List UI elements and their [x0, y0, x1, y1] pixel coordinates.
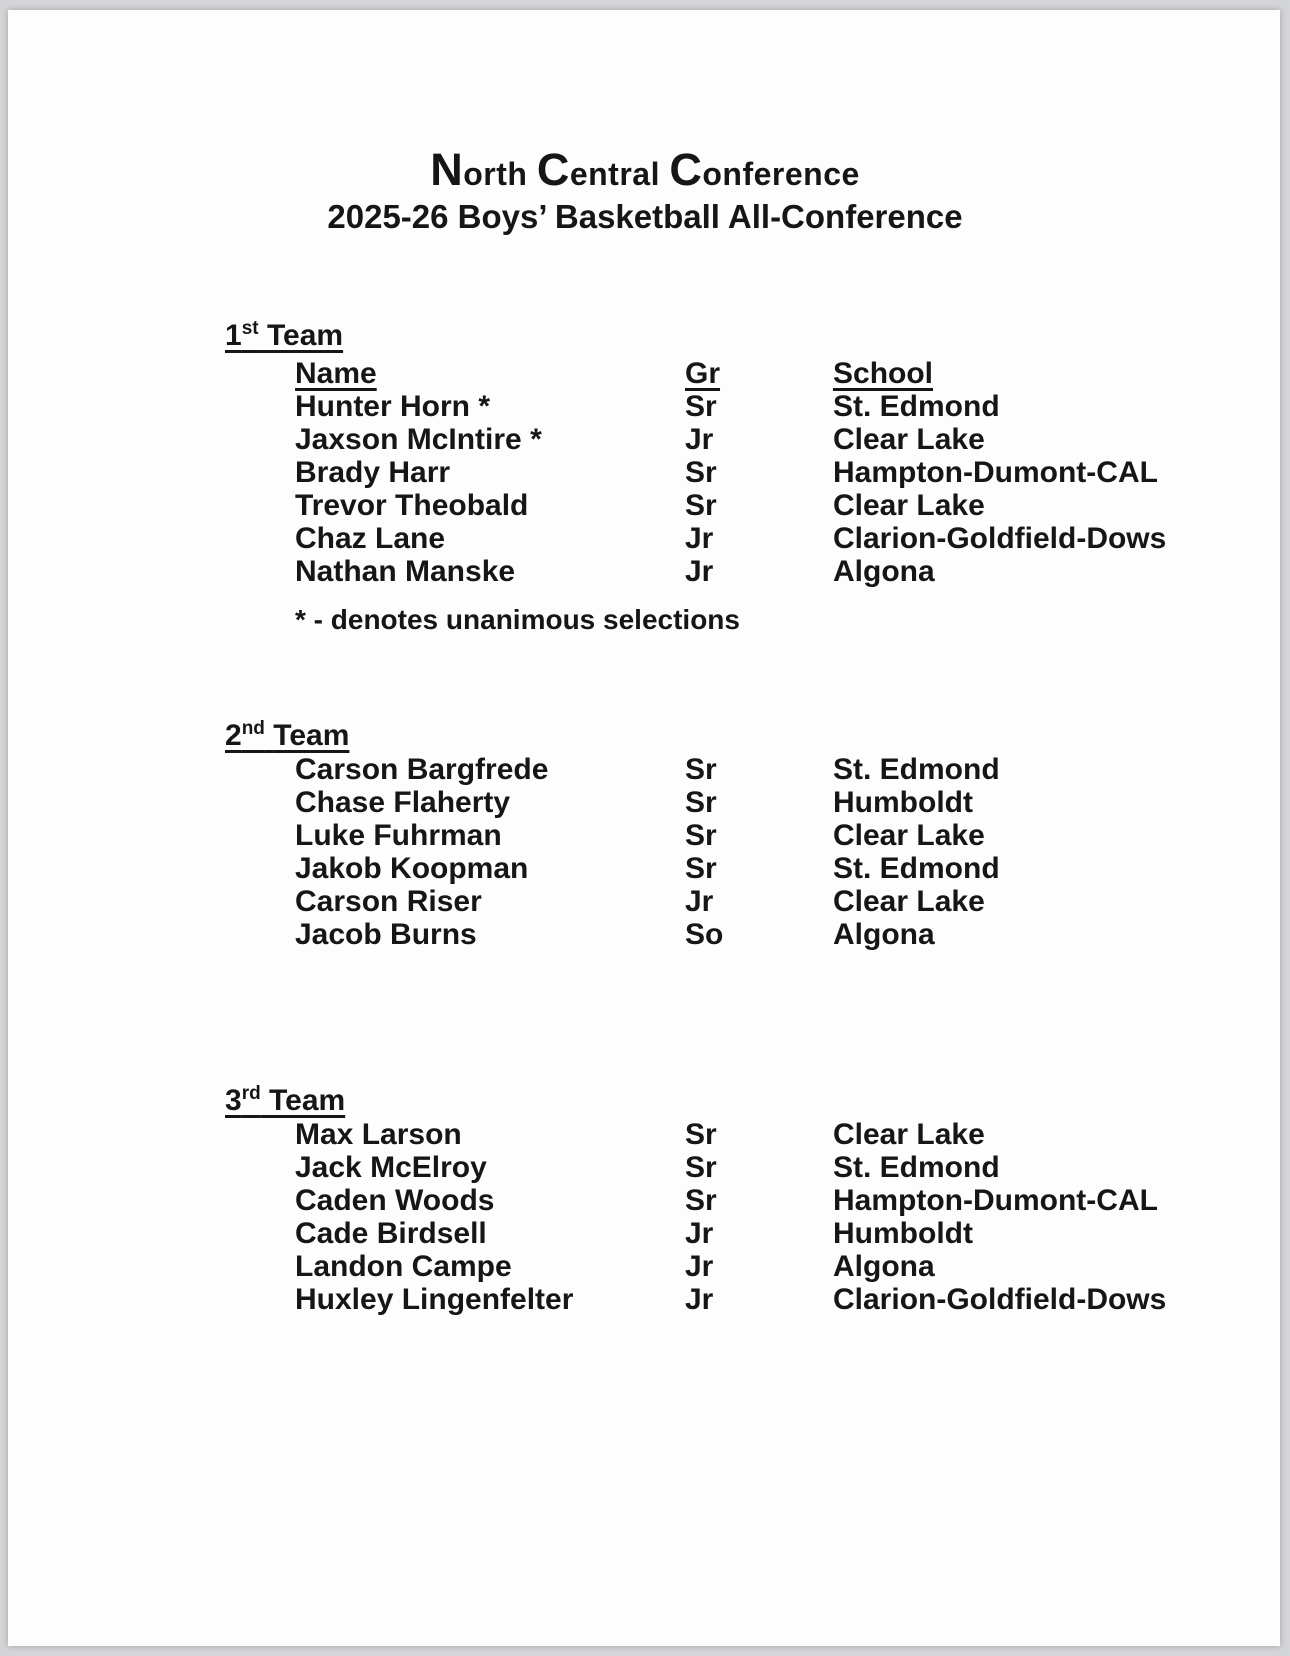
- player-school: St. Edmond: [833, 1151, 1000, 1184]
- player-grade: Sr: [685, 1184, 717, 1217]
- player-name: Hunter Horn *: [295, 390, 490, 423]
- player-row: [295, 885, 1000, 918]
- second-team-heading: [225, 712, 1000, 753]
- player-grade: Sr: [685, 786, 717, 819]
- player-grade: Sr: [685, 852, 717, 885]
- player-grade: Sr: [685, 489, 717, 522]
- player-row: [295, 555, 1166, 588]
- team-ordinal: rd: [241, 1083, 261, 1104]
- player-school: Algona: [833, 918, 935, 951]
- team-ordinal: nd: [241, 718, 265, 739]
- column-header-school: School: [833, 357, 934, 390]
- player-grade: Jr: [685, 885, 714, 918]
- player-name: Luke Fuhrman: [295, 819, 502, 852]
- player-school: Hampton-Dumont-CAL: [833, 456, 1158, 489]
- player-name: Brady Harr: [295, 456, 451, 489]
- player-name: Carson Riser: [295, 885, 482, 918]
- player-row: [295, 918, 1000, 951]
- player-school: Clear Lake: [833, 423, 985, 456]
- player-name: Landon Campe: [295, 1250, 512, 1283]
- player-name: Huxley Lingenfelter: [295, 1283, 574, 1316]
- team-number: 1: [225, 319, 242, 352]
- player-grade: So: [685, 918, 724, 951]
- player-school: Clear Lake: [833, 489, 985, 522]
- player-row: [295, 1217, 1166, 1250]
- team-number: 3: [225, 1084, 242, 1117]
- section-third-team: [225, 1077, 1166, 1316]
- page-title: [0, 146, 1290, 198]
- third-team-heading: [225, 1077, 1166, 1118]
- player-school: Clarion-Goldfield-Dows: [833, 1283, 1167, 1316]
- title-text: onference: [702, 156, 860, 192]
- player-grade: Sr: [685, 1151, 717, 1184]
- section-second-team: [225, 712, 1000, 951]
- player-name: Max Larson: [295, 1118, 462, 1151]
- player-row: [295, 456, 1166, 489]
- section-first-team: [225, 312, 1166, 588]
- team-word: Team: [266, 319, 344, 352]
- player-row: [295, 819, 1000, 852]
- player-row: [295, 390, 1166, 423]
- player-grade: Jr: [685, 1217, 714, 1250]
- title-text: entral: [569, 156, 670, 192]
- player-school: Clear Lake: [833, 819, 985, 852]
- team-word: Team: [273, 719, 350, 752]
- player-name: Carson Bargfrede: [295, 753, 549, 786]
- player-name: Trevor Theobald: [295, 489, 529, 522]
- player-row: [295, 753, 1000, 786]
- player-grade: Sr: [685, 819, 717, 852]
- player-row: [295, 1118, 1166, 1151]
- player-grade: Sr: [685, 456, 717, 489]
- player-name: Jacob Burns: [295, 918, 477, 951]
- player-grade: Jr: [685, 423, 714, 456]
- player-school: Clear Lake: [833, 1118, 985, 1151]
- player-grade: Sr: [685, 753, 717, 786]
- player-name: Nathan Manske: [295, 555, 516, 588]
- first-team-heading: [225, 312, 1166, 353]
- player-school: St. Edmond: [833, 753, 1000, 786]
- player-row: [295, 1283, 1166, 1316]
- player-name: Jaxson McIntire *: [295, 423, 542, 456]
- player-school: Hampton-Dumont-CAL: [833, 1184, 1158, 1217]
- player-school: Humboldt: [833, 1217, 973, 1250]
- player-row: [295, 1250, 1166, 1283]
- column-header-name: Name: [295, 357, 377, 390]
- title-initial: N: [430, 144, 464, 195]
- player-school: Algona: [833, 555, 935, 588]
- player-school: St. Edmond: [833, 390, 1000, 423]
- player-school: Clarion-Goldfield-Dows: [833, 522, 1167, 555]
- column-header-row: [295, 357, 1166, 390]
- player-grade: Jr: [685, 1250, 714, 1283]
- title-initial: C: [536, 144, 570, 195]
- player-row: [295, 522, 1166, 555]
- team-number: 2: [225, 719, 242, 752]
- player-grade: Sr: [685, 390, 717, 423]
- player-row: [295, 1184, 1166, 1217]
- page-subtitle: 2025-26 Boys’ Basketball All-Conference: [327, 198, 963, 235]
- player-school: Clear Lake: [833, 885, 985, 918]
- player-row: [295, 786, 1000, 819]
- player-grade: Jr: [685, 555, 714, 588]
- team-word: Team: [269, 1084, 346, 1117]
- player-name: Cade Birdsell: [295, 1217, 487, 1250]
- player-row: [295, 1151, 1166, 1184]
- player-school: Humboldt: [833, 786, 973, 819]
- player-grade: Jr: [685, 1283, 714, 1316]
- player-row: [295, 489, 1166, 522]
- player-name: Jakob Koopman: [295, 852, 529, 885]
- player-grade: Jr: [685, 522, 714, 555]
- unanimous-note: * - denotes unanimous selections: [295, 604, 740, 635]
- player-school: Algona: [833, 1250, 935, 1283]
- title-initial: C: [669, 144, 703, 195]
- player-row: [295, 423, 1166, 456]
- player-name: Chase Flaherty: [295, 786, 511, 819]
- player-name: Jack McElroy: [295, 1151, 487, 1184]
- team-ordinal: st: [241, 318, 259, 339]
- title-text: orth: [463, 156, 537, 192]
- player-name: Caden Woods: [295, 1184, 495, 1217]
- player-name: Chaz Lane: [295, 522, 446, 555]
- player-row: [295, 852, 1000, 885]
- column-header-grade: Gr: [685, 357, 721, 390]
- title-block: [0, 146, 1290, 236]
- player-grade: Sr: [685, 1118, 717, 1151]
- player-school: St. Edmond: [833, 852, 1000, 885]
